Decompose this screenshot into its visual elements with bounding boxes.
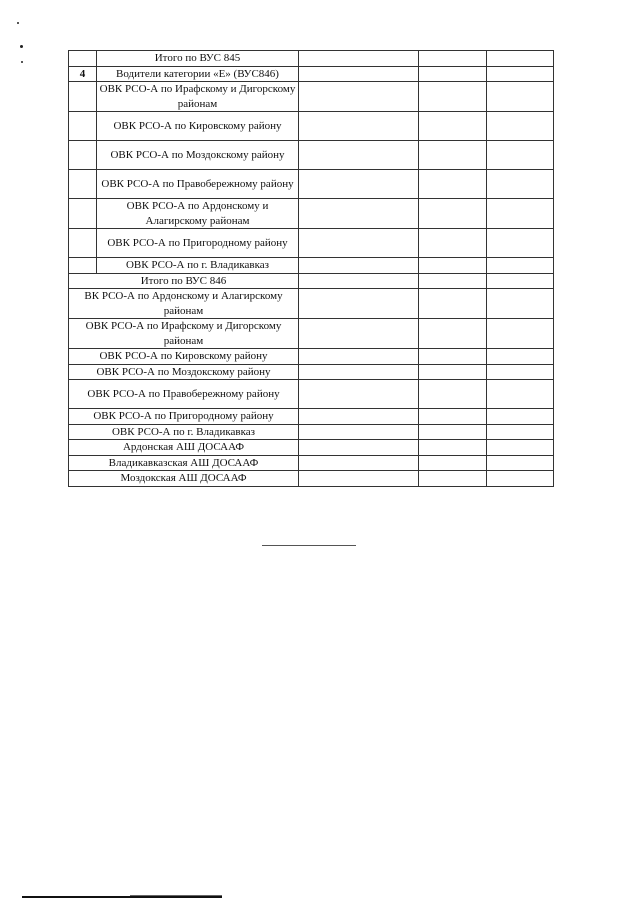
empty-value-cell	[299, 424, 419, 440]
empty-value-cell	[419, 440, 487, 456]
table-row	[69, 471, 554, 487]
empty-value-cell	[299, 82, 419, 112]
empty-value-cell	[299, 319, 419, 349]
table-row	[69, 82, 554, 112]
empty-value-cell	[419, 289, 487, 319]
row-name-cell: ОВК РСО-А по Ирафскому и Дигорскому районам	[69, 319, 299, 349]
scan-dot-mark	[21, 61, 23, 63]
empty-value-cell	[419, 380, 487, 409]
empty-value-cell	[487, 471, 554, 487]
empty-value-cell	[419, 229, 487, 258]
table-row	[69, 170, 554, 199]
empty-value-cell	[487, 319, 554, 349]
row-name-cell: ОВК РСО-А по Моздокскому району	[97, 141, 299, 170]
scan-dot-mark	[17, 22, 19, 24]
table-row	[69, 440, 554, 456]
row-name-cell: ВК РСО-А по Ардонскому и Алагирскому районам	[69, 289, 299, 319]
table-row	[69, 289, 554, 319]
row-name-cell: Ардонская АШ ДОСААФ	[69, 440, 299, 456]
footer-rule-line	[22, 896, 222, 898]
row-name-cell: ОВК РСО-А по Моздокскому району	[69, 364, 299, 380]
table-body	[69, 51, 554, 487]
table-row	[69, 51, 554, 67]
empty-value-cell	[419, 349, 487, 365]
empty-value-cell	[299, 170, 419, 199]
table-row	[69, 364, 554, 380]
empty-value-cell	[299, 229, 419, 258]
row-number-cell	[69, 229, 97, 258]
row-name-cell: ОВК РСО-А по Кировскому району	[69, 349, 299, 365]
empty-value-cell	[487, 380, 554, 409]
empty-value-cell	[487, 170, 554, 199]
row-name-cell: ОВК РСО-А по г. Владикавказ	[97, 258, 299, 274]
row-name-cell: ОВК РСО-А по Правобережному району	[69, 380, 299, 409]
row-name-cell: ОВК РСО-А по Правобережному району	[97, 170, 299, 199]
table-row	[69, 112, 554, 141]
table-row	[69, 349, 554, 365]
table-row	[69, 273, 554, 289]
row-number-cell	[69, 141, 97, 170]
empty-value-cell	[419, 273, 487, 289]
empty-value-cell	[299, 112, 419, 141]
empty-value-cell	[487, 440, 554, 456]
empty-value-cell	[299, 471, 419, 487]
row-number-cell	[69, 112, 97, 141]
scan-dot-mark	[20, 45, 23, 48]
empty-value-cell	[299, 409, 419, 425]
empty-value-cell	[487, 141, 554, 170]
empty-value-cell	[419, 199, 487, 229]
empty-value-cell	[487, 364, 554, 380]
row-number-cell	[69, 51, 97, 67]
table-row	[69, 409, 554, 425]
row-name-cell: ОВК РСО-А по Кировскому району	[97, 112, 299, 141]
empty-value-cell	[299, 66, 419, 82]
empty-value-cell	[299, 289, 419, 319]
empty-value-cell	[299, 440, 419, 456]
empty-value-cell	[487, 273, 554, 289]
empty-value-cell	[419, 471, 487, 487]
empty-value-cell	[299, 51, 419, 67]
empty-value-cell	[487, 349, 554, 365]
empty-value-cell	[419, 364, 487, 380]
table-row	[69, 229, 554, 258]
empty-value-cell	[419, 82, 487, 112]
table-row	[69, 199, 554, 229]
table-row	[69, 455, 554, 471]
empty-value-cell	[419, 424, 487, 440]
empty-value-cell	[299, 141, 419, 170]
empty-value-cell	[299, 455, 419, 471]
row-name-cell: ОВК РСО-А по Пригородному району	[69, 409, 299, 425]
row-name-cell: ОВК РСО-А по Ирафскому и Дигорскому районам	[97, 82, 299, 112]
empty-value-cell	[487, 51, 554, 67]
table-row	[69, 319, 554, 349]
row-name-cell: ОВК РСО-А по Пригородному району	[97, 229, 299, 258]
empty-value-cell	[419, 409, 487, 425]
row-number-cell	[69, 258, 97, 274]
empty-value-cell	[487, 112, 554, 141]
empty-value-cell	[487, 199, 554, 229]
table-row	[69, 380, 554, 409]
row-name-cell: ОВК РСО-А по Ардонскому и Алагирскому районам	[97, 199, 299, 229]
allocation-table	[68, 50, 554, 487]
footer-rule-line-thin	[130, 895, 222, 896]
empty-value-cell	[419, 319, 487, 349]
row-name-cell: Водители категории «Е» (ВУС846)	[97, 66, 299, 82]
row-number-cell	[69, 170, 97, 199]
end-divider-line	[262, 545, 356, 546]
table-row	[69, 258, 554, 274]
row-name-cell: Моздокская АШ ДОСААФ	[69, 471, 299, 487]
empty-value-cell	[487, 455, 554, 471]
empty-value-cell	[487, 409, 554, 425]
table-row	[69, 66, 554, 82]
row-number-cell: 4	[69, 66, 97, 82]
empty-value-cell	[419, 51, 487, 67]
table-row	[69, 424, 554, 440]
empty-value-cell	[487, 82, 554, 112]
empty-value-cell	[419, 455, 487, 471]
row-name-cell: ОВК РСО-А по г. Владикавказ	[69, 424, 299, 440]
empty-value-cell	[299, 349, 419, 365]
row-name-cell: Итого по ВУС 845	[97, 51, 299, 67]
empty-value-cell	[419, 258, 487, 274]
empty-value-cell	[419, 66, 487, 82]
table-row	[69, 141, 554, 170]
empty-value-cell	[487, 66, 554, 82]
empty-value-cell	[487, 424, 554, 440]
empty-value-cell	[487, 289, 554, 319]
row-number-cell	[69, 82, 97, 112]
empty-value-cell	[487, 258, 554, 274]
row-name-cell: Владикавказская АШ ДОСААФ	[69, 455, 299, 471]
empty-value-cell	[419, 141, 487, 170]
empty-value-cell	[487, 229, 554, 258]
empty-value-cell	[299, 364, 419, 380]
empty-value-cell	[299, 199, 419, 229]
empty-value-cell	[419, 112, 487, 141]
row-number-cell	[69, 199, 97, 229]
row-name-cell: Итого по ВУС 846	[69, 273, 299, 289]
empty-value-cell	[299, 258, 419, 274]
empty-value-cell	[419, 170, 487, 199]
empty-value-cell	[299, 273, 419, 289]
empty-value-cell	[299, 380, 419, 409]
